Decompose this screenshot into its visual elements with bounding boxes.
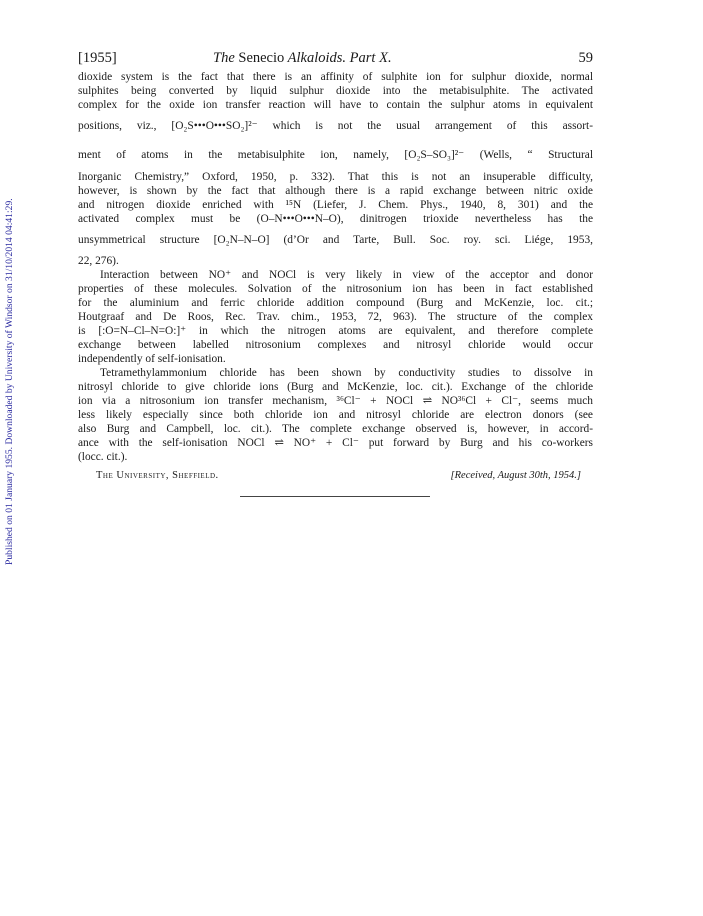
text-line: also Burg and Campbell, loc. cit.). The complete exchange observed is, however, in accord- [78,423,593,435]
affiliation: The University, Sheffield. [96,470,219,481]
text-line: independently of self-ionisation. [78,353,226,365]
text-line: sulphites being converted by liquid sulphur dioxide into the metabisulphite. The activated [78,85,593,97]
download-watermark: Published on 01 January 1955. Downloaded by University of Windsor on 31/10/2014 04:41:29. [4,198,15,565]
text-line: properties of these molecules. Solvation of the nitrosonium ion has been in fact established [78,283,593,295]
text-line: unsymmetrical structure [O₂N–N–O] (d’Or and Tarte, Bull. Soc. roy. sci. Liége, 1953, [78,234,593,246]
text-line: dioxide system is the fact that there is an affinity of sulphite ion for sulphur dioxide, normal [78,71,593,83]
text-line: and nitrogen dioxide enriched with ¹⁵N (Liefer, J. Chem. Phys., 1940, 8, 301) and the [78,199,593,211]
running-header [78,50,593,70]
text-line: ance with the self-ionisation NOCl ⇌ NO⁺ + Cl⁻ put forward by Burg and his co-workers [78,437,593,449]
text-line: nitrosyl chloride to give chloride ions (Burg and McKenzie, loc. cit.). Exchange of the chloride [78,381,593,393]
text-line: is [:O=N–Cl–N=O:]⁺ in which the nitrogen atoms are equivalent, and therefore complete [78,325,593,337]
text-line: less likely especially since both chloride ion and nitrosyl chloride are electron donors (see [78,409,593,421]
text-line: Interaction between NO⁺ and NOCl is very likely in view of the acceptor and donor [100,269,593,281]
page-number: 59 [578,50,593,66]
paragraph [78,70,593,268]
text-line: Inorganic Chemistry,” Oxford, 1950, p. 332). That this is not an insuperable difficulty, [78,171,593,183]
text-line: exchange between labelled nitrosonium complexes and nitrosyl chloride would occur [78,339,593,351]
header-year: [1955] [78,50,117,66]
text-line: ion via a nitrosonium ion transfer mechanism, ³⁶Cl⁻ + NOCl ⇌ NO³⁶Cl + Cl⁻, seems much [78,395,593,407]
text-line: ment of atoms in the metabisulphite ion, namely, [O₂S–SO₃]²⁻ (Wells, “ Structural [78,149,593,161]
text-line: positions, viz., [O₂S•••O•••SO₂]²⁻ which is not the usual arrangement of this assort- [78,120,593,132]
end-rule [240,496,430,497]
article-footer [78,470,593,486]
paragraph [78,268,593,366]
paragraph [78,366,593,464]
text-line: however, is shown by the fact that although there is a rapid exchange between nitric oxide [78,185,593,197]
text-line: complex for the oxide ion transfer reaction will have to contain the sulphur atoms in equivalent [78,99,593,111]
text-line: activated complex must be (O–N•••O•••N–O), dinitrogen trioxide nevertheless has the [78,213,593,225]
article-body [78,70,593,464]
text-line: (locc. cit.). [78,451,128,463]
text-line: 22, 276). [78,255,119,267]
text-line: for the aluminium and ferric chloride addition compound (Burg and McKenzie, loc. cit.; [78,297,593,309]
journal-page [78,50,593,486]
header-title: The Senecio Alkaloids. Part X. [213,50,392,66]
text-line: Tetramethylammonium chloride has been shown by conductivity studies to dissolve in [100,367,593,379]
received-date: [Received, August 30th, 1954.] [450,470,581,481]
text-line: Houtgraaf and De Roos, Rec. Trav. chim., 1953, 72, 963). The structure of the complex [78,311,593,323]
